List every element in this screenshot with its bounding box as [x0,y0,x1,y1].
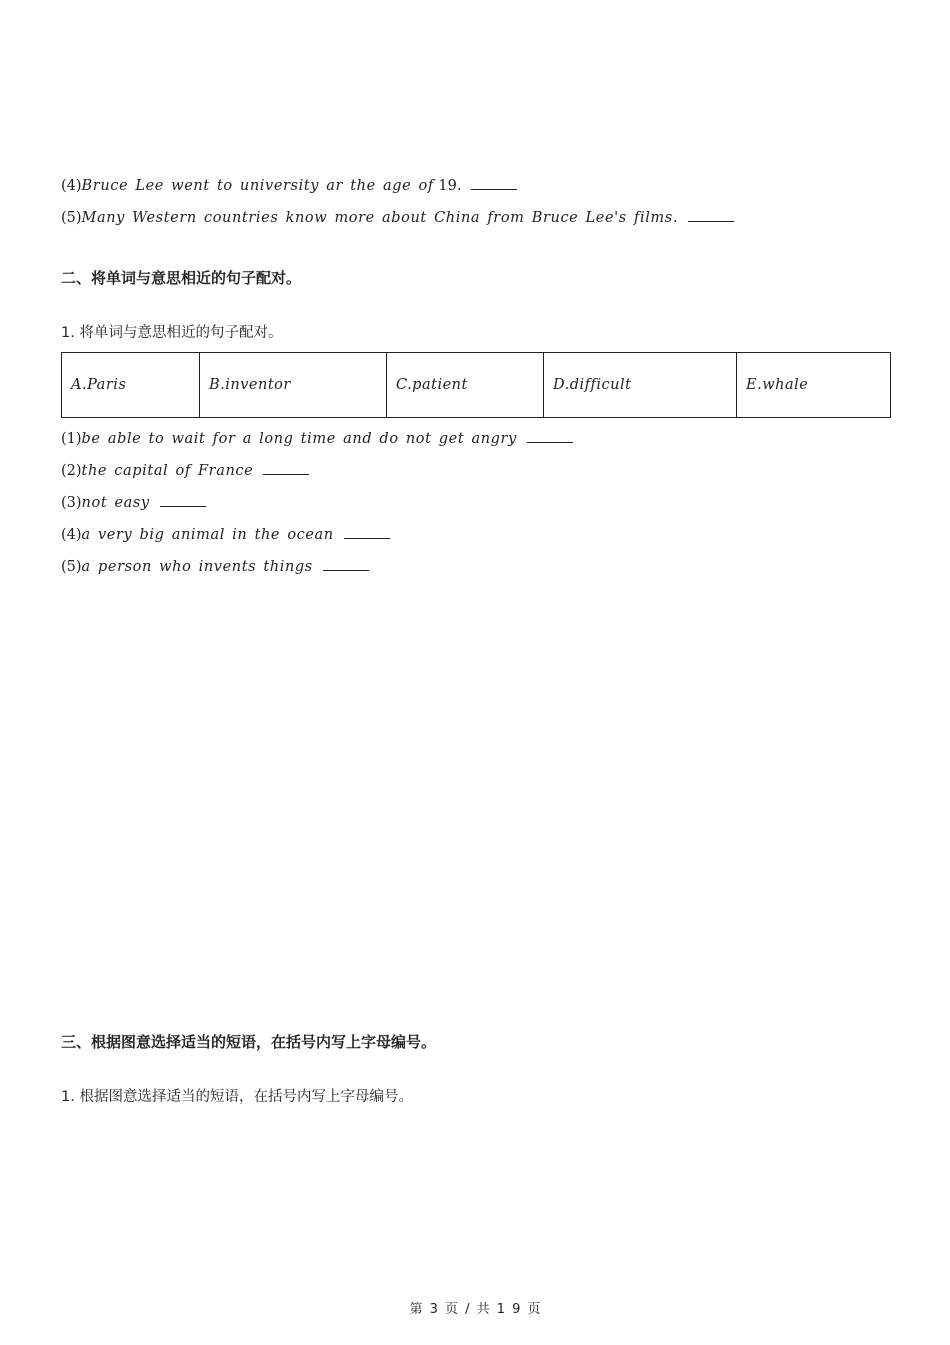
item-number: (5) [61,210,82,226]
option-cell: C.patient [387,353,544,418]
item-text: Bruce Lee went to university ar the age of [81,178,434,194]
item-number: (5) [61,559,82,575]
answer-blank[interactable] [688,207,734,222]
question-prompt: 1. 将单词与意思相近的句子配对。 [61,325,283,341]
section-title: 二、将单词与意思相近的句子配对。 [61,269,302,287]
options-table [61,352,891,418]
item-number: (2) [61,463,82,479]
answer-blank[interactable] [323,556,369,571]
question-prompt: 1. 根据图意选择适当的短语，在括号内写上字母编号。 [61,1089,413,1105]
answer-blank[interactable] [263,460,309,475]
question-item [61,428,573,449]
question-item [61,207,734,228]
answer-blank[interactable] [471,175,517,190]
item-number: (4) [61,178,82,194]
answer-blank[interactable] [344,524,390,539]
question-item [61,556,369,577]
item-text: Many Western countries know more about China from Bruce Lee's films. [81,210,679,226]
item-text: the capital of France [81,463,254,479]
question-item [61,460,309,481]
item-text-tail: 19. [438,178,462,194]
item-text: a very big animal in the ocean [81,527,334,543]
item-number: (4) [61,527,82,543]
option-cell: A.Paris [62,353,200,418]
item-text: be able to wait for a long time and do not get angry [81,431,517,447]
question-item [61,524,390,545]
item-text: a person who invents things [81,559,313,575]
item-number: (1) [61,431,82,447]
item-number: (3) [61,495,82,511]
answer-blank[interactable] [527,428,573,443]
item-text: not easy [81,495,150,511]
option-cell: D.difficult [544,353,737,418]
option-cell: E.whale [737,353,891,418]
option-cell: B.inventor [200,353,387,418]
answer-blank[interactable] [160,492,206,507]
question-item [61,175,517,196]
page-footer: 第 3 页 / 共 1 9 页 [409,1302,541,1317]
question-item [61,492,206,513]
section-title: 三、根据图意选择适当的短语，在括号内写上字母编号。 [61,1033,437,1051]
